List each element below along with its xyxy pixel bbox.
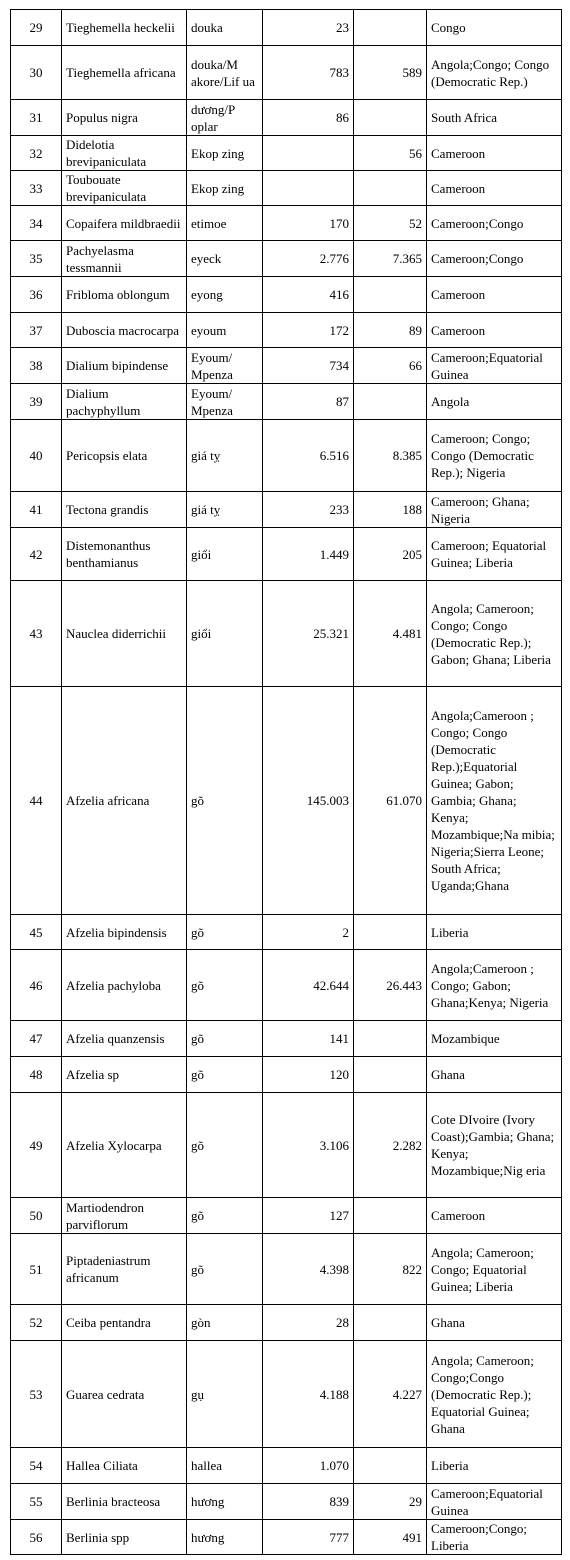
scientific-name-cell: Dialium bipindense bbox=[62, 348, 187, 384]
volume-1-cell: 783 bbox=[263, 46, 354, 100]
local-name-cell: gõ bbox=[187, 915, 263, 950]
countries-cell: Angola; Cameroon; Congo;Congo (Democratic Rep.); Equatorial Guinea; Ghana bbox=[427, 1341, 562, 1448]
countries-cell: Cameroon; Equatorial Guinea; Liberia bbox=[427, 528, 562, 581]
countries-cell: Congo bbox=[427, 10, 562, 46]
volume-2-cell: 188 bbox=[354, 492, 427, 528]
volume-1-cell: 2.776 bbox=[263, 241, 354, 277]
volume-1-cell: 25.321 bbox=[263, 581, 354, 687]
table-body bbox=[11, 10, 562, 1555]
volume-2-cell bbox=[354, 1057, 427, 1093]
table-row bbox=[11, 1484, 562, 1520]
local-name-cell: giổi bbox=[187, 581, 263, 687]
countries-cell: Cameroon bbox=[427, 277, 562, 313]
volume-2-cell bbox=[354, 100, 427, 136]
volume-2-cell: 2.282 bbox=[354, 1093, 427, 1198]
scientific-name-cell: Fribloma oblongum bbox=[62, 277, 187, 313]
volume-1-cell: 2 bbox=[263, 915, 354, 950]
countries-cell: Cameroon;Congo bbox=[427, 206, 562, 241]
local-name-cell: hương bbox=[187, 1520, 263, 1555]
volume-2-cell bbox=[354, 10, 427, 46]
volume-1-cell: 777 bbox=[263, 1520, 354, 1555]
table-row bbox=[11, 100, 562, 136]
volume-2-cell bbox=[354, 1021, 427, 1057]
table-row bbox=[11, 348, 562, 384]
local-name-cell: gõ bbox=[187, 1234, 263, 1305]
scientific-name-cell: Ceiba pentandra bbox=[62, 1305, 187, 1341]
scientific-name-cell: Afzelia bipindensis bbox=[62, 915, 187, 950]
scientific-name-cell: Afzelia pachyloba bbox=[62, 950, 187, 1021]
volume-2-cell: 7.365 bbox=[354, 241, 427, 277]
countries-cell: Cameroon bbox=[427, 313, 562, 348]
countries-cell: Cameroon;Congo; Liberia bbox=[427, 1520, 562, 1555]
countries-cell: Liberia bbox=[427, 1448, 562, 1484]
countries-cell: Cameroon bbox=[427, 136, 562, 171]
volume-1-cell: 4.398 bbox=[263, 1234, 354, 1305]
row-number-cell: 53 bbox=[11, 1341, 62, 1448]
volume-1-cell bbox=[263, 171, 354, 206]
scientific-name-cell: Toubouate brevipaniculata bbox=[62, 171, 187, 206]
countries-cell: Angola bbox=[427, 384, 562, 420]
row-number-cell: 42 bbox=[11, 528, 62, 581]
scientific-name-cell: Pachyelasma tessmannii bbox=[62, 241, 187, 277]
table-row bbox=[11, 1305, 562, 1341]
volume-1-cell: 28 bbox=[263, 1305, 354, 1341]
table-row bbox=[11, 915, 562, 950]
local-name-cell: hương bbox=[187, 1484, 263, 1520]
row-number-cell: 41 bbox=[11, 492, 62, 528]
table-row bbox=[11, 492, 562, 528]
row-number-cell: 33 bbox=[11, 171, 62, 206]
local-name-cell: Ekop zing bbox=[187, 171, 263, 206]
local-name-cell: hallea bbox=[187, 1448, 263, 1484]
local-name-cell: gòn bbox=[187, 1305, 263, 1341]
volume-2-cell: 89 bbox=[354, 313, 427, 348]
table-row bbox=[11, 687, 562, 915]
table-row bbox=[11, 1234, 562, 1305]
countries-cell: Mozambique bbox=[427, 1021, 562, 1057]
volume-2-cell: 8.385 bbox=[354, 420, 427, 492]
scientific-name-cell: Duboscia macrocarpa bbox=[62, 313, 187, 348]
local-name-cell: etimoe bbox=[187, 206, 263, 241]
countries-cell: Cameroon bbox=[427, 1198, 562, 1234]
scientific-name-cell: Afzelia africana bbox=[62, 687, 187, 915]
scientific-name-cell: Dialium pachyphyllum bbox=[62, 384, 187, 420]
scientific-name-cell: Berlinia spp bbox=[62, 1520, 187, 1555]
table-row bbox=[11, 10, 562, 46]
table-row bbox=[11, 1198, 562, 1234]
volume-1-cell: 86 bbox=[263, 100, 354, 136]
row-number-cell: 29 bbox=[11, 10, 62, 46]
scientific-name-cell: Piptadeniastrum africanum bbox=[62, 1234, 187, 1305]
row-number-cell: 35 bbox=[11, 241, 62, 277]
local-name-cell: eyeck bbox=[187, 241, 263, 277]
local-name-cell: gõ bbox=[187, 1057, 263, 1093]
local-name-cell: dương/P oplar bbox=[187, 100, 263, 136]
volume-2-cell: 589 bbox=[354, 46, 427, 100]
volume-1-cell: 42.644 bbox=[263, 950, 354, 1021]
table-row bbox=[11, 1448, 562, 1484]
volume-2-cell: 56 bbox=[354, 136, 427, 171]
volume-2-cell bbox=[354, 384, 427, 420]
table-row bbox=[11, 46, 562, 100]
volume-1-cell: 734 bbox=[263, 348, 354, 384]
volume-2-cell bbox=[354, 1448, 427, 1484]
local-name-cell: giá tỵ bbox=[187, 420, 263, 492]
row-number-cell: 38 bbox=[11, 348, 62, 384]
countries-cell: Cameroon;Equatorial Guinea bbox=[427, 1484, 562, 1520]
volume-1-cell: 172 bbox=[263, 313, 354, 348]
table-row bbox=[11, 1057, 562, 1093]
scientific-name-cell: Pericopsis elata bbox=[62, 420, 187, 492]
volume-1-cell: 233 bbox=[263, 492, 354, 528]
scientific-name-cell: Martiodendron parviflorum bbox=[62, 1198, 187, 1234]
countries-cell: Cameroon; Ghana; Nigeria bbox=[427, 492, 562, 528]
countries-cell: Ghana bbox=[427, 1057, 562, 1093]
scientific-name-cell: Afzelia Xylocarpa bbox=[62, 1093, 187, 1198]
row-number-cell: 50 bbox=[11, 1198, 62, 1234]
volume-2-cell bbox=[354, 915, 427, 950]
volume-2-cell: 205 bbox=[354, 528, 427, 581]
volume-2-cell: 26.443 bbox=[354, 950, 427, 1021]
volume-2-cell: 822 bbox=[354, 1234, 427, 1305]
volume-2-cell bbox=[354, 277, 427, 313]
scientific-name-cell: Distemonanthus benthamianus bbox=[62, 528, 187, 581]
local-name-cell: douka/M akore/Lif ua bbox=[187, 46, 263, 100]
table-row bbox=[11, 420, 562, 492]
countries-cell: Angola; Cameroon; Congo; Equatorial Guinea; Liberia bbox=[427, 1234, 562, 1305]
local-name-cell: Ekop zing bbox=[187, 136, 263, 171]
countries-cell: Angola;Congo; Congo (Democratic Rep.) bbox=[427, 46, 562, 100]
local-name-cell: douka bbox=[187, 10, 263, 46]
volume-2-cell bbox=[354, 1198, 427, 1234]
volume-1-cell: 416 bbox=[263, 277, 354, 313]
table-row bbox=[11, 1093, 562, 1198]
row-number-cell: 49 bbox=[11, 1093, 62, 1198]
volume-1-cell: 6.516 bbox=[263, 420, 354, 492]
volume-1-cell: 23 bbox=[263, 10, 354, 46]
local-name-cell: gõ bbox=[187, 687, 263, 915]
scientific-name-cell: Copaifera mildbraedii bbox=[62, 206, 187, 241]
table-row bbox=[11, 1520, 562, 1555]
volume-2-cell: 52 bbox=[354, 206, 427, 241]
volume-1-cell: 145.003 bbox=[263, 687, 354, 915]
volume-2-cell: 66 bbox=[354, 348, 427, 384]
row-number-cell: 34 bbox=[11, 206, 62, 241]
volume-1-cell: 1.070 bbox=[263, 1448, 354, 1484]
row-number-cell: 30 bbox=[11, 46, 62, 100]
table-row bbox=[11, 950, 562, 1021]
scientific-name-cell: Hallea Ciliata bbox=[62, 1448, 187, 1484]
countries-cell: Angola;Cameroon ; Congo; Gabon; Ghana;Kenya; Nigeria bbox=[427, 950, 562, 1021]
row-number-cell: 51 bbox=[11, 1234, 62, 1305]
row-number-cell: 47 bbox=[11, 1021, 62, 1057]
row-number-cell: 36 bbox=[11, 277, 62, 313]
local-name-cell: gụ bbox=[187, 1341, 263, 1448]
volume-1-cell: 4.188 bbox=[263, 1341, 354, 1448]
volume-1-cell: 127 bbox=[263, 1198, 354, 1234]
countries-cell: Cameroon bbox=[427, 171, 562, 206]
scientific-name-cell: Tieghemella heckelii bbox=[62, 10, 187, 46]
countries-cell: Cameroon;Congo bbox=[427, 241, 562, 277]
timber-species-table bbox=[10, 9, 562, 1555]
scientific-name-cell: Didelotia brevipaniculata bbox=[62, 136, 187, 171]
local-name-cell: gõ bbox=[187, 950, 263, 1021]
row-number-cell: 54 bbox=[11, 1448, 62, 1484]
scientific-name-cell: Populus nigra bbox=[62, 100, 187, 136]
table-row bbox=[11, 528, 562, 581]
local-name-cell: gõ bbox=[187, 1021, 263, 1057]
table-row bbox=[11, 136, 562, 171]
local-name-cell: gõ bbox=[187, 1093, 263, 1198]
scientific-name-cell: Tieghemella africana bbox=[62, 46, 187, 100]
local-name-cell: giổi bbox=[187, 528, 263, 581]
volume-2-cell bbox=[354, 171, 427, 206]
table-row bbox=[11, 581, 562, 687]
table-row bbox=[11, 1341, 562, 1448]
row-number-cell: 31 bbox=[11, 100, 62, 136]
volume-2-cell: 4.481 bbox=[354, 581, 427, 687]
scientific-name-cell: Berlinia bracteosa bbox=[62, 1484, 187, 1520]
countries-cell: Angola;Cameroon ; Congo; Congo (Democratic Rep.);Equatorial Guinea; Gabon; Gambia; Ghana; Kenya; Mozambique;Na mibia; Nigeria;Sierra Leone; South Africa; Uganda;Ghana bbox=[427, 687, 562, 915]
table-row bbox=[11, 171, 562, 206]
local-name-cell: gõ bbox=[187, 1198, 263, 1234]
volume-1-cell: 3.106 bbox=[263, 1093, 354, 1198]
scientific-name-cell: Guarea cedrata bbox=[62, 1341, 187, 1448]
row-number-cell: 37 bbox=[11, 313, 62, 348]
volume-1-cell: 120 bbox=[263, 1057, 354, 1093]
scientific-name-cell: Tectona grandis bbox=[62, 492, 187, 528]
scientific-name-cell: Afzelia quanzensis bbox=[62, 1021, 187, 1057]
countries-cell: Cote DIvoire (Ivory Coast);Gambia; Ghana; Kenya; Mozambique;Nig eria bbox=[427, 1093, 562, 1198]
volume-1-cell: 1.449 bbox=[263, 528, 354, 581]
volume-2-cell: 4.227 bbox=[354, 1341, 427, 1448]
table-row bbox=[11, 384, 562, 420]
countries-cell: Cameroon; Congo; Congo (Democratic Rep.); Nigeria bbox=[427, 420, 562, 492]
volume-2-cell bbox=[354, 1305, 427, 1341]
row-number-cell: 52 bbox=[11, 1305, 62, 1341]
countries-cell: Angola; Cameroon; Congo; Congo (Democratic Rep.); Gabon; Ghana; Liberia bbox=[427, 581, 562, 687]
countries-cell: Liberia bbox=[427, 915, 562, 950]
countries-cell: South Africa bbox=[427, 100, 562, 136]
table-row bbox=[11, 206, 562, 241]
row-number-cell: 32 bbox=[11, 136, 62, 171]
volume-2-cell: 491 bbox=[354, 1520, 427, 1555]
row-number-cell: 40 bbox=[11, 420, 62, 492]
local-name-cell: eyoum bbox=[187, 313, 263, 348]
countries-cell: Cameroon;Equatorial Guinea bbox=[427, 348, 562, 384]
local-name-cell: eyong bbox=[187, 277, 263, 313]
scientific-name-cell: Nauclea diderrichii bbox=[62, 581, 187, 687]
table-row bbox=[11, 241, 562, 277]
table-row bbox=[11, 277, 562, 313]
volume-1-cell: 839 bbox=[263, 1484, 354, 1520]
local-name-cell: Eyoum/ Mpenza bbox=[187, 384, 263, 420]
volume-2-cell: 61.070 bbox=[354, 687, 427, 915]
countries-cell: Ghana bbox=[427, 1305, 562, 1341]
volume-1-cell: 170 bbox=[263, 206, 354, 241]
volume-1-cell: 87 bbox=[263, 384, 354, 420]
row-number-cell: 43 bbox=[11, 581, 62, 687]
scientific-name-cell: Afzelia sp bbox=[62, 1057, 187, 1093]
volume-1-cell: 141 bbox=[263, 1021, 354, 1057]
table-row bbox=[11, 313, 562, 348]
local-name-cell: Eyoum/ Mpenza bbox=[187, 348, 263, 384]
row-number-cell: 48 bbox=[11, 1057, 62, 1093]
volume-2-cell: 29 bbox=[354, 1484, 427, 1520]
row-number-cell: 46 bbox=[11, 950, 62, 1021]
table-row bbox=[11, 1021, 562, 1057]
row-number-cell: 55 bbox=[11, 1484, 62, 1520]
row-number-cell: 39 bbox=[11, 384, 62, 420]
local-name-cell: giá tỵ bbox=[187, 492, 263, 528]
row-number-cell: 45 bbox=[11, 915, 62, 950]
row-number-cell: 56 bbox=[11, 1520, 62, 1555]
volume-1-cell bbox=[263, 136, 354, 171]
row-number-cell: 44 bbox=[11, 687, 62, 915]
